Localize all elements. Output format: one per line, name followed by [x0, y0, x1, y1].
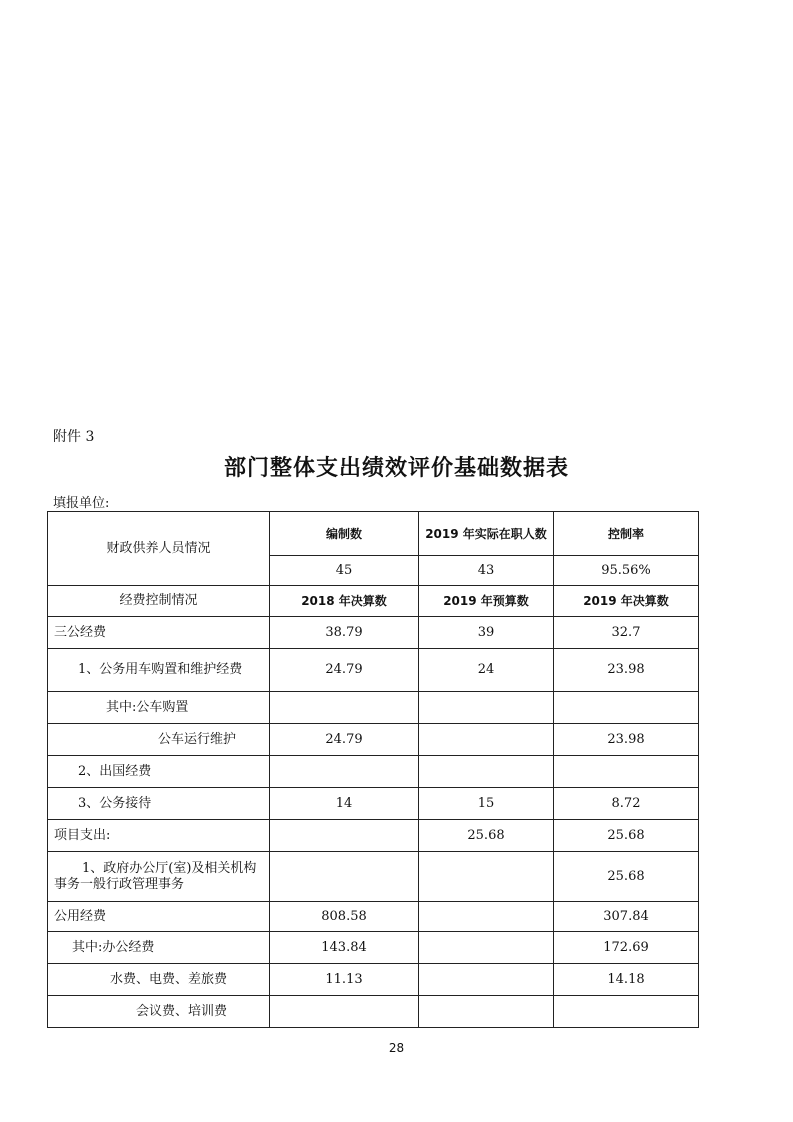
row-value-2019-final: 25.68 [554, 852, 699, 902]
row-label: 三公经费 [48, 617, 270, 649]
row-label: 1、政府办公厅(室)及相关机构事务一般行政管理事务 [48, 852, 270, 902]
table-row [48, 788, 699, 820]
table-row [48, 964, 699, 996]
row-value-2019-final: 23.98 [554, 649, 699, 692]
row-value-2018-final: 14 [270, 788, 419, 820]
staff-value-actual: 43 [419, 556, 554, 586]
table-row [48, 724, 699, 756]
table-row [48, 932, 699, 964]
row-label: 2、出国经费 [48, 756, 270, 788]
row-value-2019-final [554, 756, 699, 788]
row-value-2019-final: 25.68 [554, 820, 699, 852]
staff-header-actual: 2019 年实际在职人数 [419, 512, 554, 556]
funds-header-row [48, 586, 699, 617]
staff-header-quota: 编制数 [270, 512, 419, 556]
row-value-2019-budget [419, 932, 554, 964]
staff-value-control-rate: 95.56% [554, 556, 699, 586]
performance-data-table [47, 511, 699, 1028]
row-value-2018-final [270, 756, 419, 788]
row-label: 1、公务用车购置和维护经费 [48, 649, 270, 692]
table-row [48, 852, 699, 902]
row-label: 公车运行维护 [48, 724, 270, 756]
staff-section-label: 财政供养人员情况 [48, 512, 270, 586]
staff-header-control-rate: 控制率 [554, 512, 699, 556]
row-value-2019-budget: 39 [419, 617, 554, 649]
staff-header-row [48, 512, 699, 556]
row-value-2019-final: 14.18 [554, 964, 699, 996]
filler-unit-label: 填报单位: [53, 496, 110, 511]
row-value-2018-final: 11.13 [270, 964, 419, 996]
row-value-2019-budget [419, 852, 554, 902]
staff-value-quota: 45 [270, 556, 419, 586]
row-value-2019-final: 32.7 [554, 617, 699, 649]
table-row [48, 617, 699, 649]
row-label: 会议费、培训费 [48, 996, 270, 1028]
row-value-2018-final [270, 852, 419, 902]
row-value-2018-final [270, 820, 419, 852]
row-value-2018-final: 143.84 [270, 932, 419, 964]
row-value-2018-final: 24.79 [270, 724, 419, 756]
document-title: 部门整体支出绩效评价基础数据表 [223, 456, 569, 481]
row-value-2019-final [554, 996, 699, 1028]
row-value-2019-budget: 24 [419, 649, 554, 692]
table-row [48, 692, 699, 724]
row-value-2019-budget [419, 964, 554, 996]
page-number: 28 [388, 1041, 405, 1055]
funds-section-label: 经费控制情况 [48, 586, 270, 617]
row-value-2019-final: 8.72 [554, 788, 699, 820]
row-value-2019-budget: 25.68 [419, 820, 554, 852]
row-label: 水费、电费、差旅费 [48, 964, 270, 996]
table-row [48, 756, 699, 788]
row-value-2019-budget: 15 [419, 788, 554, 820]
row-value-2018-final [270, 996, 419, 1028]
table-row [48, 820, 699, 852]
row-value-2019-final [554, 692, 699, 724]
row-value-2018-final: 24.79 [270, 649, 419, 692]
annex-label: 附件 3 [53, 429, 95, 445]
funds-header-2018-final: 2018 年决算数 [270, 586, 419, 617]
row-label: 其中:办公经费 [48, 932, 270, 964]
row-value-2019-budget [419, 724, 554, 756]
funds-header-2019-final: 2019 年决算数 [554, 586, 699, 617]
row-label: 公用经费 [48, 902, 270, 932]
row-value-2019-budget [419, 996, 554, 1028]
row-value-2019-final: 307.84 [554, 902, 699, 932]
table-row [48, 902, 699, 932]
table-row [48, 649, 699, 692]
row-value-2018-final: 808.58 [270, 902, 419, 932]
row-value-2019-budget [419, 756, 554, 788]
row-value-2019-final: 23.98 [554, 724, 699, 756]
row-value-2019-budget [419, 902, 554, 932]
row-value-2019-final: 172.69 [554, 932, 699, 964]
row-value-2018-final: 38.79 [270, 617, 419, 649]
row-label: 项目支出: [48, 820, 270, 852]
row-label: 3、公务接待 [48, 788, 270, 820]
funds-header-2019-budget: 2019 年预算数 [419, 586, 554, 617]
row-value-2018-final [270, 692, 419, 724]
table-row [48, 996, 699, 1028]
row-label: 其中:公车购置 [48, 692, 270, 724]
row-value-2019-budget [419, 692, 554, 724]
